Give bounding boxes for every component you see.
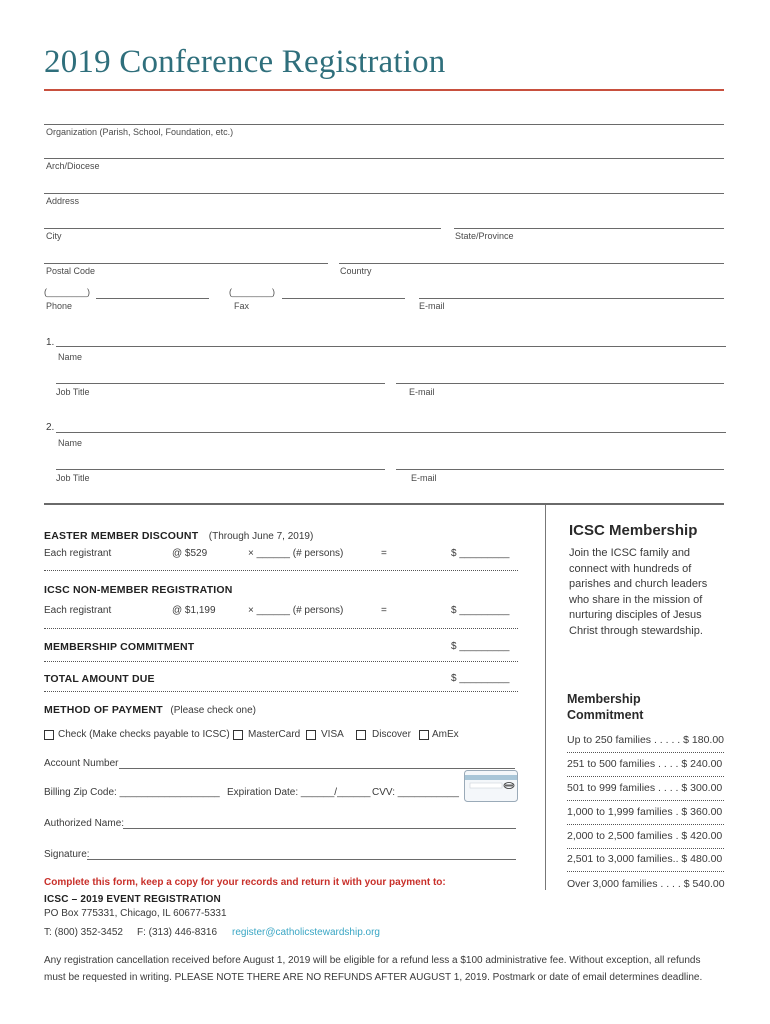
dotted-divider — [44, 691, 518, 692]
checkbox[interactable] — [44, 730, 54, 740]
nonmember-row-label: Each registrant — [44, 605, 112, 616]
checkbox[interactable] — [356, 730, 366, 740]
payment-option-amex[interactable] — [419, 729, 459, 740]
registrant-1-name-field[interactable] — [56, 346, 726, 347]
dotted-divider — [567, 848, 724, 849]
credit-card-icon — [464, 770, 518, 802]
cvv-field[interactable]: CVV: ___________ — [372, 787, 459, 798]
registrant-1-email-field[interactable] — [396, 383, 724, 384]
signature-label: Signature: — [44, 849, 90, 860]
dotted-divider — [44, 628, 518, 629]
registrant-2-name-field[interactable] — [56, 432, 726, 433]
total-due-label: TOTAL AMOUNT DUE — [44, 673, 155, 685]
early-row-label: Each registrant — [44, 548, 112, 559]
sidebar-divider — [545, 505, 546, 890]
checkbox[interactable] — [233, 730, 243, 740]
state-field[interactable] — [454, 228, 724, 229]
archdiocese-field[interactable] — [44, 158, 724, 159]
registrant-2-email-label: E-mail — [411, 473, 437, 483]
authorized-name-field[interactable] — [123, 828, 516, 829]
membership-total-field[interactable]: $ _________ — [451, 641, 510, 652]
payment-note: (Please check one) — [170, 705, 256, 716]
phone-label: Phone — [46, 301, 73, 311]
archdiocese-label: Arch/Diocese — [46, 161, 100, 171]
city-field[interactable] — [44, 228, 441, 229]
nonmember-heading: ICSC NON-MEMBER REGISTRATION — [44, 584, 233, 596]
fee-row: 1,000 to 1,999 families . $ 360.00 — [567, 806, 723, 818]
fax-field[interactable] — [282, 298, 405, 299]
sidebar-description: Join the ICSC family and connect with hundreds of parishes and church leaders who share in the mission of nurturing disciples of Jesus Christ through stewardship. — [569, 547, 708, 637]
email-field[interactable] — [419, 298, 724, 299]
membership-commitment-label: MEMBERSHIP COMMITMENT — [44, 641, 195, 653]
organization-label: Organization (Parish, School, Foundation, etc.) — [46, 127, 234, 137]
fax-area-code: (________) — [229, 287, 276, 297]
fee-row: 501 to 999 families . . . . $ 300.00 — [567, 782, 723, 794]
registrant-2-name-label: Name — [58, 438, 83, 448]
fee-row: Up to 250 families . . . . . $ 180.00 — [567, 734, 725, 746]
total-due-field[interactable]: $ _________ — [451, 673, 510, 684]
payment-option-discover[interactable] — [356, 729, 411, 740]
nonmember-qty-field[interactable]: × ______ (# persons) — [248, 605, 344, 616]
address-field[interactable] — [44, 193, 724, 194]
early-discount-heading — [44, 526, 313, 544]
registrant-2-email-field[interactable] — [396, 469, 724, 470]
early-equals: = — [381, 548, 387, 559]
payment-heading — [44, 700, 256, 718]
return-phone: T: (800) 352-3452 — [44, 927, 123, 938]
registrant-2-job-field[interactable] — [56, 469, 385, 470]
fee-row: 251 to 500 families . . . . $ 240.00 — [567, 758, 723, 770]
payment-option-label: MasterCard — [248, 729, 301, 740]
account-number-label: Account Number — [44, 758, 119, 769]
dotted-divider — [567, 824, 724, 825]
payment-option-label: VISA — [321, 729, 344, 740]
dotted-divider — [567, 776, 724, 777]
commitment-title: Membership Commitment — [567, 692, 644, 722]
address-label: Address — [46, 196, 80, 206]
expiration-field[interactable]: Expiration Date: ______/______ — [227, 787, 371, 798]
authorized-name-label: Authorized Name: — [44, 818, 125, 829]
dotted-divider — [567, 871, 724, 872]
registrant-1-name-label: Name — [58, 352, 83, 362]
registration-email-link[interactable]: register@catholicstewardship.org — [232, 927, 380, 938]
fee-row: Over 3,000 families . . . . $ 540.00 — [567, 878, 725, 890]
fee-row: 2,501 to 3,000 families.. $ 480.00 — [567, 853, 723, 865]
section-divider — [44, 503, 724, 505]
postal-field[interactable] — [44, 263, 328, 264]
city-label: City — [46, 231, 62, 241]
nonmember-total-field[interactable]: $ _________ — [451, 605, 510, 616]
checkbox[interactable] — [419, 730, 429, 740]
country-field[interactable] — [339, 263, 724, 264]
return-fax: F: (313) 446-8316 — [137, 927, 218, 938]
registrant-number: 2. — [46, 422, 55, 433]
account-number-field[interactable] — [119, 768, 515, 769]
early-qty-field[interactable]: × ______ (# persons) — [248, 548, 344, 559]
early-price: @ $529 — [172, 548, 208, 559]
phone-area-code: (________) — [44, 287, 91, 297]
registrant-1-email-label: E-mail — [409, 387, 435, 397]
dotted-divider — [567, 800, 724, 801]
nonmember-price: @ $1,199 — [172, 605, 216, 616]
payment-title: METHOD OF PAYMENT — [44, 704, 163, 716]
payment-option-mastercard[interactable] — [233, 729, 300, 740]
payment-option-check[interactable] — [44, 729, 230, 740]
early-discount-title: EASTER MEMBER DISCOUNT — [44, 530, 199, 542]
phone-field[interactable] — [96, 298, 209, 299]
checkbox[interactable] — [306, 730, 316, 740]
fax-label: Fax — [234, 301, 250, 311]
payment-option-label: AmEx — [432, 729, 459, 740]
postal-label: Postal Code — [46, 266, 96, 276]
organization-field[interactable] — [44, 124, 724, 125]
cancellation-policy: Any registration cancellation received before August 1, 2019 will be eligible for a refund less a $100 administrative fee. Without exception, all refunds must be requested in writing. PLEASE NOTE THERE ARE NO REFUNDS AFTER AUGUST 1, 2019. Postmark or date of email determines deadline. — [44, 955, 703, 983]
title-divider — [44, 89, 724, 91]
dotted-divider — [44, 570, 518, 571]
return-instruction: Complete this form, keep a copy for your records and return it with your payment to: — [44, 877, 446, 888]
billing-zip-field[interactable]: Billing Zip Code: __________________ — [44, 787, 220, 798]
nonmember-equals: = — [381, 605, 387, 616]
dotted-divider — [44, 661, 518, 662]
registrant-2-job-label: Job Title — [56, 473, 90, 483]
early-discount-note: (Through June 7, 2019) — [208, 531, 314, 542]
sidebar-title: ICSC Membership — [569, 522, 698, 539]
registrant-1-job-label: Job Title — [56, 387, 90, 397]
fee-row: 2,000 to 2,500 families . $ 420.00 — [567, 830, 723, 842]
return-address: PO Box 775331, Chicago, IL 60677-5331 — [44, 908, 227, 919]
payment-option-label: Check (Make checks payable to ICSC) — [58, 729, 230, 740]
email-label: E-mail — [419, 301, 445, 311]
return-org: ICSC – 2019 EVENT REGISTRATION — [44, 894, 221, 905]
early-total-field[interactable]: $ _________ — [451, 548, 510, 559]
country-label: Country — [340, 266, 372, 276]
state-label: State/Province — [455, 231, 514, 241]
registrant-number: 1. — [46, 337, 55, 348]
payment-option-label: Discover — [372, 729, 411, 740]
signature-field[interactable] — [87, 859, 516, 860]
payment-option-visa[interactable] — [306, 729, 344, 740]
dotted-divider — [567, 752, 724, 753]
registrant-1-job-field[interactable] — [56, 383, 385, 384]
page-title: 2019 Conference Registration — [44, 44, 446, 80]
